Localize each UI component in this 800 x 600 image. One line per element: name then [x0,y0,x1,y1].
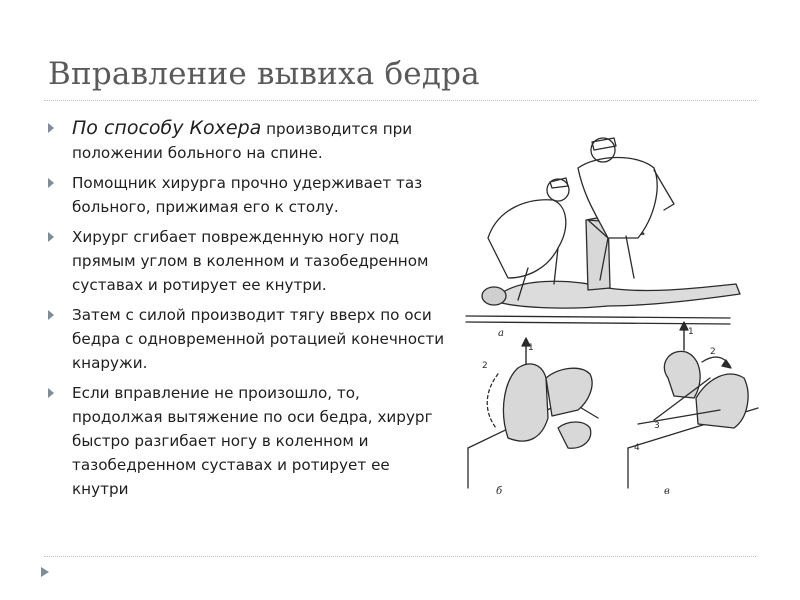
bullet-item [46,116,446,165]
bullet-item [46,225,446,297]
arrow-label-4: 4 [634,443,640,453]
bullet-arrow-icon [48,310,54,320]
title-divider [44,100,756,101]
bullet-text: Помощник хирурга прочно удерживает таз больного, прижимая его к столу. [72,174,423,216]
bullet-text: производится при положении больного на спине. [72,120,413,162]
bullet-item [46,303,446,375]
arrow-label-2: 2 [482,361,488,371]
arrow-label-1: 1 [688,327,694,337]
panel-label-a: а [498,328,504,339]
bullet-item [46,171,446,219]
bullet-list [46,116,446,507]
bullet-arrow-icon [48,123,54,133]
bullet-emphasis: По способу Кохера [72,117,262,139]
slide-title: Вправление вывиха бедра [48,56,480,92]
bullet-text: Хирург сгибает поврежденную ногу под прямым углом в коленном и тазобедренном суставах и ротирует ее кнутри. [72,228,429,294]
bullet-arrow-icon [48,232,54,242]
bullet-arrow-icon [48,178,54,188]
panel-c-illustration [628,322,758,488]
arrow-label-2: 2 [710,347,716,357]
bullet-text: Если вправление не произошло, то, продолжая вытяжение по оси бедра, хирург быстро разгибает ногу в коленном и тазобедренном суставах и ротирует ее кнутри [72,384,433,498]
bullet-arrow-icon [48,388,54,398]
panel-label-b: б [496,486,503,497]
bullet-item [46,381,446,501]
bullet-text: Затем с силой производит тягу вверх по оси бедра с одновременной ротацией конечности кнаружи. [72,306,445,372]
panel-a-illustration [466,138,740,324]
arrow-label-3: 3 [654,421,660,431]
kocher-method-illustration [458,128,776,498]
panel-label-c: в [664,486,670,497]
footer-divider [44,556,756,557]
corner-arrow-icon [40,566,50,578]
arrow-label-1: 1 [528,343,534,353]
